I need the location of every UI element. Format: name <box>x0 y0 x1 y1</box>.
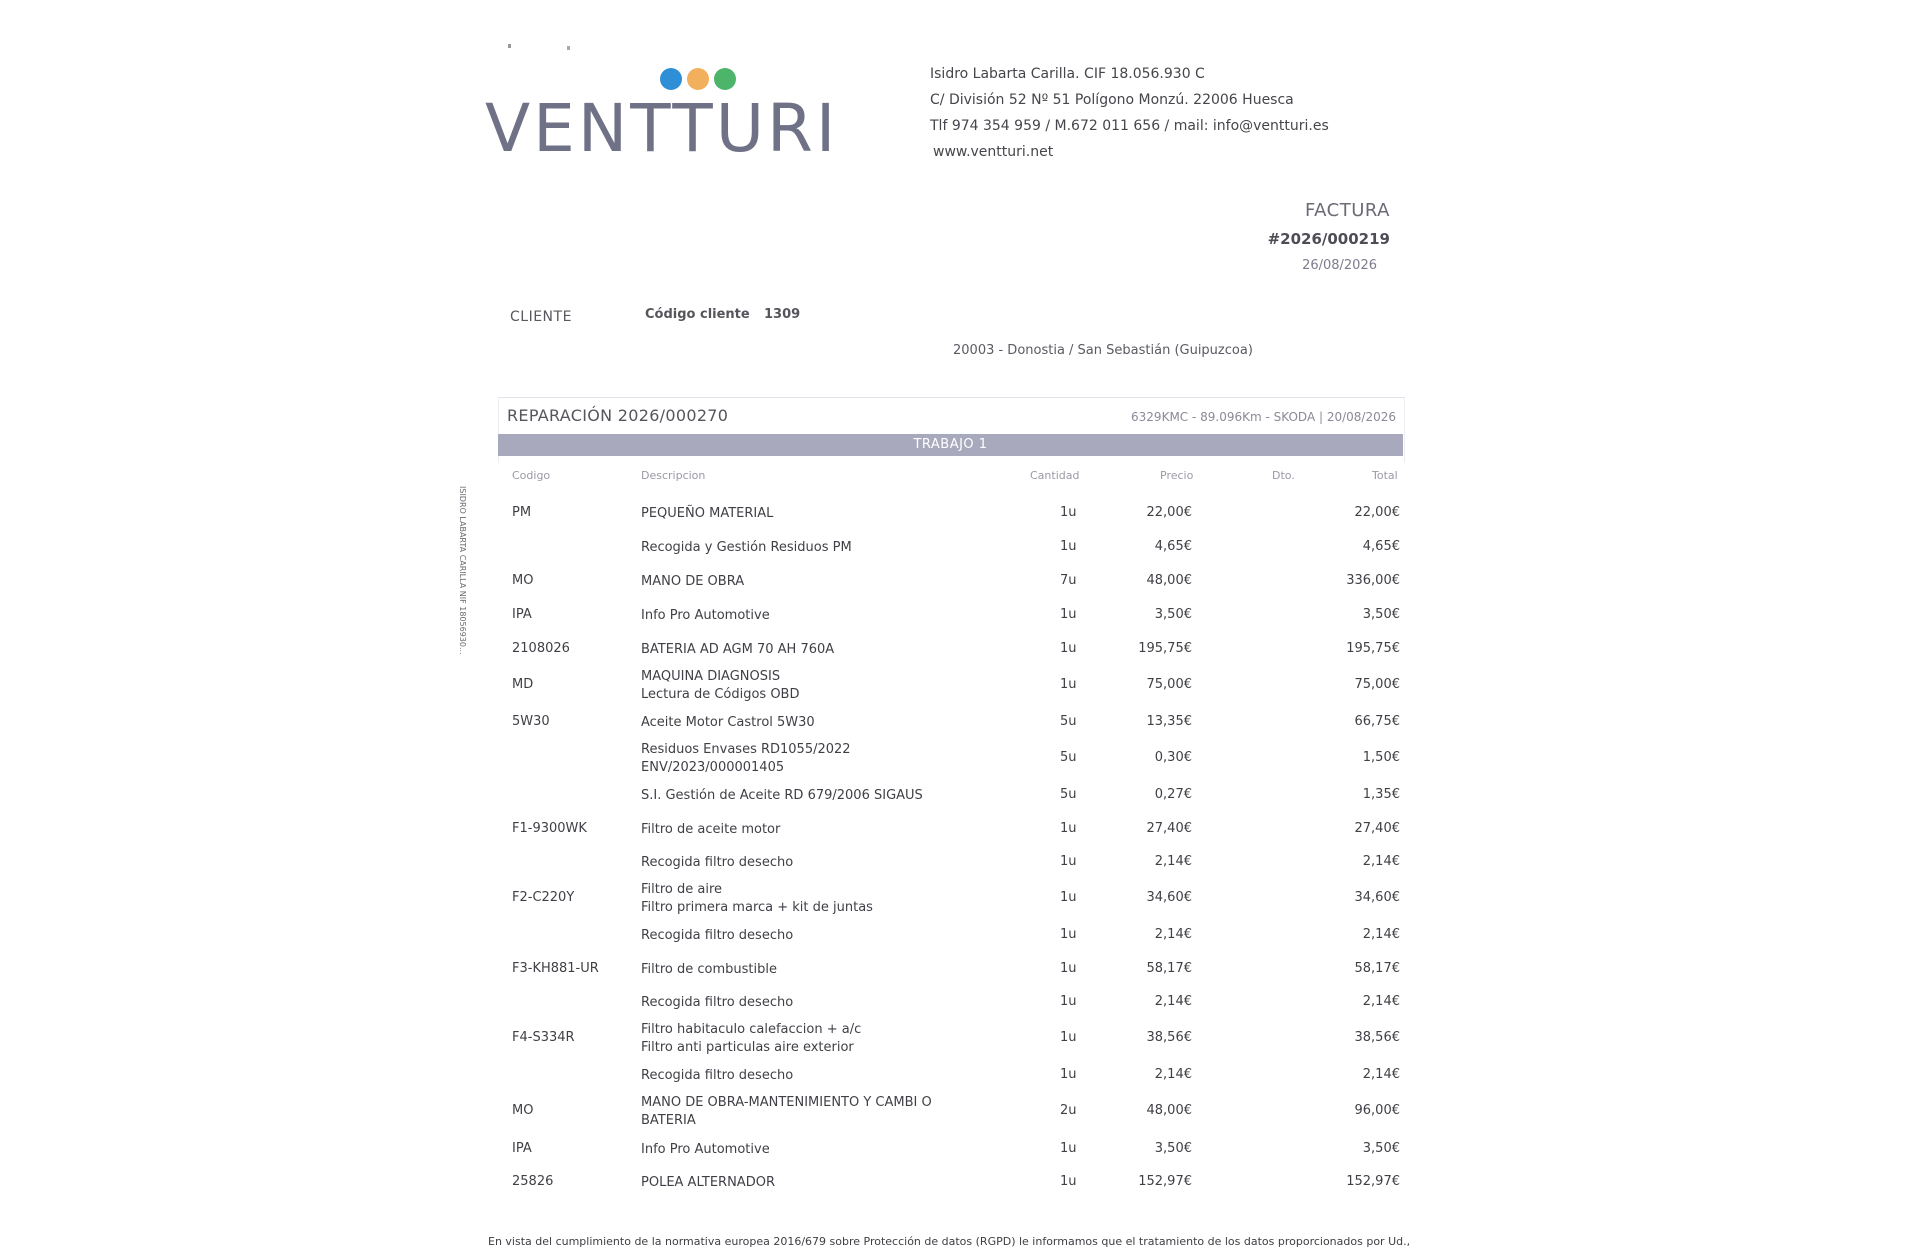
line-price: 0,30€ <box>1154 750 1192 765</box>
brand-logo: VENTTURI <box>485 90 839 167</box>
line-description-detail: BATERIA <box>641 1113 696 1128</box>
line-quantity: 1u <box>1060 677 1077 692</box>
line-description-main: Recogida filtro desecho <box>641 995 794 1010</box>
line-quantity: 1u <box>1060 961 1077 976</box>
invoice-label: FACTURA <box>1304 200 1390 221</box>
line-code: PM <box>512 505 532 520</box>
line-description <box>641 854 793 872</box>
line-total: 3,50€ <box>1362 1141 1400 1156</box>
line-description-main: Residuos Envases RD1055/2022 <box>641 742 851 757</box>
line-price: 195,75€ <box>1138 641 1192 656</box>
line-total: 2,14€ <box>1362 1067 1400 1082</box>
line-description <box>641 1021 861 1057</box>
line-description-main: S.I. Gestión de Aceite RD 679/2006 SIGAUS <box>641 788 923 803</box>
line-price: 38,56€ <box>1146 1030 1192 1045</box>
line-price: 48,00€ <box>1146 573 1192 588</box>
line-price: 3,50€ <box>1154 1141 1192 1156</box>
line-description-main: Filtro de combustible <box>641 962 777 977</box>
logo-dot-blue <box>660 68 682 90</box>
line-description-detail: Filtro anti particulas aire exterior <box>641 1040 854 1055</box>
line-total: 1,35€ <box>1362 787 1400 802</box>
client-label: CLIENTE <box>510 309 572 325</box>
line-description-main: Recogida filtro desecho <box>641 855 794 870</box>
line-total: 152,97€ <box>1346 1174 1400 1189</box>
line-total: 336,00€ <box>1346 573 1400 588</box>
invoice-number: #2026/000219 <box>1267 230 1390 248</box>
company-contact: Tlf 974 354 959 / M.672 011 656 / mail: info@ventturi.es <box>930 118 1329 134</box>
line-price: 34,60€ <box>1146 890 1192 905</box>
line-total: 3,50€ <box>1362 607 1400 622</box>
column-header-description: Descripcion <box>641 469 706 482</box>
side-vertical-text: ISIDRO LABARTA CARILLA NIF 18056930... <box>458 486 467 655</box>
line-price: 152,97€ <box>1138 1174 1192 1189</box>
line-description-main: Filtro habitaculo calefaccion + a/c <box>641 1022 862 1037</box>
line-description-detail: Filtro primera marca + kit de juntas <box>641 900 873 915</box>
line-code: F3-KH881-UR <box>512 961 599 976</box>
line-code: IPA <box>512 607 532 622</box>
line-quantity: 2u <box>1060 1103 1077 1118</box>
line-quantity: 1u <box>1060 505 1077 520</box>
column-header-code: Codigo <box>512 469 551 482</box>
line-price: 0,27€ <box>1154 787 1192 802</box>
line-description <box>641 927 793 945</box>
line-total: 66,75€ <box>1354 714 1400 729</box>
line-price: 22,00€ <box>1146 505 1192 520</box>
line-quantity: 1u <box>1060 1174 1077 1189</box>
line-description-main: Filtro de aire <box>641 882 723 897</box>
line-description <box>641 821 780 839</box>
line-quantity: 1u <box>1060 539 1077 554</box>
line-price: 3,50€ <box>1154 607 1192 622</box>
line-price: 75,00€ <box>1146 677 1192 692</box>
line-total: 75,00€ <box>1354 677 1400 692</box>
line-description <box>641 881 873 917</box>
line-quantity: 1u <box>1060 854 1077 869</box>
work-title-bar: TRABAJO 1 <box>498 434 1403 456</box>
line-code: 25826 <box>512 1174 554 1189</box>
line-description <box>641 641 834 659</box>
line-total: 2,14€ <box>1362 994 1400 1009</box>
line-price: 4,65€ <box>1154 539 1192 554</box>
line-description <box>641 714 815 732</box>
line-code: F2-C220Y <box>512 890 575 905</box>
line-description-main: Aceite Motor Castrol 5W30 <box>641 715 815 730</box>
company-line: Isidro Labarta Carilla. CIF 18.056.930 C <box>930 66 1205 82</box>
repair-vehicle-info: 6329KMC - 89.096Km - SKODA | 20/08/2026 <box>1131 410 1396 424</box>
line-quantity: 1u <box>1060 994 1077 1009</box>
line-quantity: 1u <box>1060 890 1077 905</box>
line-quantity: 1u <box>1060 1067 1077 1082</box>
line-total: 22,00€ <box>1354 505 1400 520</box>
line-price: 2,14€ <box>1154 1067 1192 1082</box>
line-description-main: Recogida y Gestión Residuos PM <box>641 540 852 555</box>
line-quantity: 1u <box>1060 607 1077 622</box>
line-description <box>641 787 923 805</box>
line-description-main: Recogida filtro desecho <box>641 928 794 943</box>
line-total: 58,17€ <box>1354 961 1400 976</box>
company-website: www.ventturi.net <box>933 144 1054 160</box>
line-code: MO <box>512 1103 534 1118</box>
line-quantity: 5u <box>1060 714 1077 729</box>
line-quantity: 1u <box>1060 1141 1077 1156</box>
line-description-main: Recogida filtro desecho <box>641 1068 794 1083</box>
client-address: 20003 - Donostia / San Sebastián (Guipuzcoa) <box>953 343 1253 358</box>
line-description-detail: Lectura de Códigos OBD <box>641 687 800 702</box>
line-description-main: Info Pro Automotive <box>641 608 770 623</box>
line-description-main: Info Pro Automotive <box>641 1142 770 1157</box>
line-price: 48,00€ <box>1146 1103 1192 1118</box>
line-description-detail: ENV/2023/000001405 <box>641 760 785 775</box>
line-code: IPA <box>512 1141 532 1156</box>
line-price: 27,40€ <box>1146 821 1192 836</box>
line-price: 2,14€ <box>1154 927 1192 942</box>
scan-speck <box>567 46 570 50</box>
client-code-value: 1309 <box>764 307 801 322</box>
line-total: 1,50€ <box>1362 750 1400 765</box>
line-description-main: PEQUEÑO MATERIAL <box>641 506 774 521</box>
line-description <box>641 1067 793 1085</box>
line-description <box>641 668 800 704</box>
line-total: 27,40€ <box>1354 821 1400 836</box>
line-description <box>641 607 770 625</box>
line-total: 2,14€ <box>1362 927 1400 942</box>
company-info <box>930 61 1329 165</box>
line-description-main: POLEA ALTERNADOR <box>641 1175 775 1190</box>
line-code: 2108026 <box>512 641 570 656</box>
line-description <box>641 1174 775 1192</box>
line-total: 38,56€ <box>1354 1030 1400 1045</box>
line-total: 195,75€ <box>1346 641 1400 656</box>
line-description <box>641 1141 770 1159</box>
line-total: 34,60€ <box>1354 890 1400 905</box>
line-total: 96,00€ <box>1354 1103 1400 1118</box>
line-description <box>641 741 851 777</box>
scan-speck <box>508 44 511 48</box>
line-description <box>641 994 793 1012</box>
line-quantity: 1u <box>1060 927 1077 942</box>
line-code: 5W30 <box>512 714 550 729</box>
line-quantity: 5u <box>1060 750 1077 765</box>
line-description-main: MANO DE OBRA-MANTENIMIENTO Y CAMBI O <box>641 1095 932 1110</box>
logo-dot-green <box>714 68 736 90</box>
line-code: F1-9300WK <box>512 821 587 836</box>
line-quantity: 1u <box>1060 821 1077 836</box>
line-code: F4-S334R <box>512 1030 575 1045</box>
client-code-label: Código cliente <box>645 307 750 322</box>
line-description <box>641 539 852 557</box>
column-header-total: Total <box>1372 469 1398 482</box>
line-price: 2,14€ <box>1154 994 1192 1009</box>
line-description-main: MANO DE OBRA <box>641 574 745 589</box>
line-price: 2,14€ <box>1154 854 1192 869</box>
repair-title: REPARACIÓN 2026/000270 <box>507 406 729 425</box>
column-header-price: Precio <box>1160 469 1194 482</box>
line-description <box>641 505 773 523</box>
line-description-main: BATERIA AD AGM 70 AH 760A <box>641 642 835 657</box>
line-code: MO <box>512 573 534 588</box>
line-description <box>641 961 777 979</box>
line-quantity: 5u <box>1060 787 1077 802</box>
logo-dot-orange <box>687 68 709 90</box>
line-description-main: MAQUINA DIAGNOSIS <box>641 669 781 684</box>
privacy-notice: En vista del cumplimiento de la normativa europea 2016/679 sobre Protección de datos (RGPD) le informamos que el tratamiento de los datos proporcionados por Ud., <box>488 1235 1411 1248</box>
line-description-main: Filtro de aceite motor <box>641 822 781 837</box>
line-quantity: 7u <box>1060 573 1077 588</box>
line-price: 13,35€ <box>1146 714 1192 729</box>
line-description <box>641 573 744 591</box>
column-header-quantity: Cantidad <box>1030 469 1080 482</box>
column-header-discount: Dto. <box>1272 469 1295 482</box>
line-code: MD <box>512 677 534 692</box>
line-description <box>641 1094 932 1130</box>
invoice-date: 26/08/2026 <box>1302 258 1377 273</box>
company-address: C/ División 52 Nº 51 Polígono Monzú. 22006 Huesca <box>930 92 1294 108</box>
line-quantity: 1u <box>1060 1030 1077 1045</box>
line-total: 4,65€ <box>1362 539 1400 554</box>
line-price: 58,17€ <box>1146 961 1192 976</box>
line-quantity: 1u <box>1060 641 1077 656</box>
line-total: 2,14€ <box>1362 854 1400 869</box>
